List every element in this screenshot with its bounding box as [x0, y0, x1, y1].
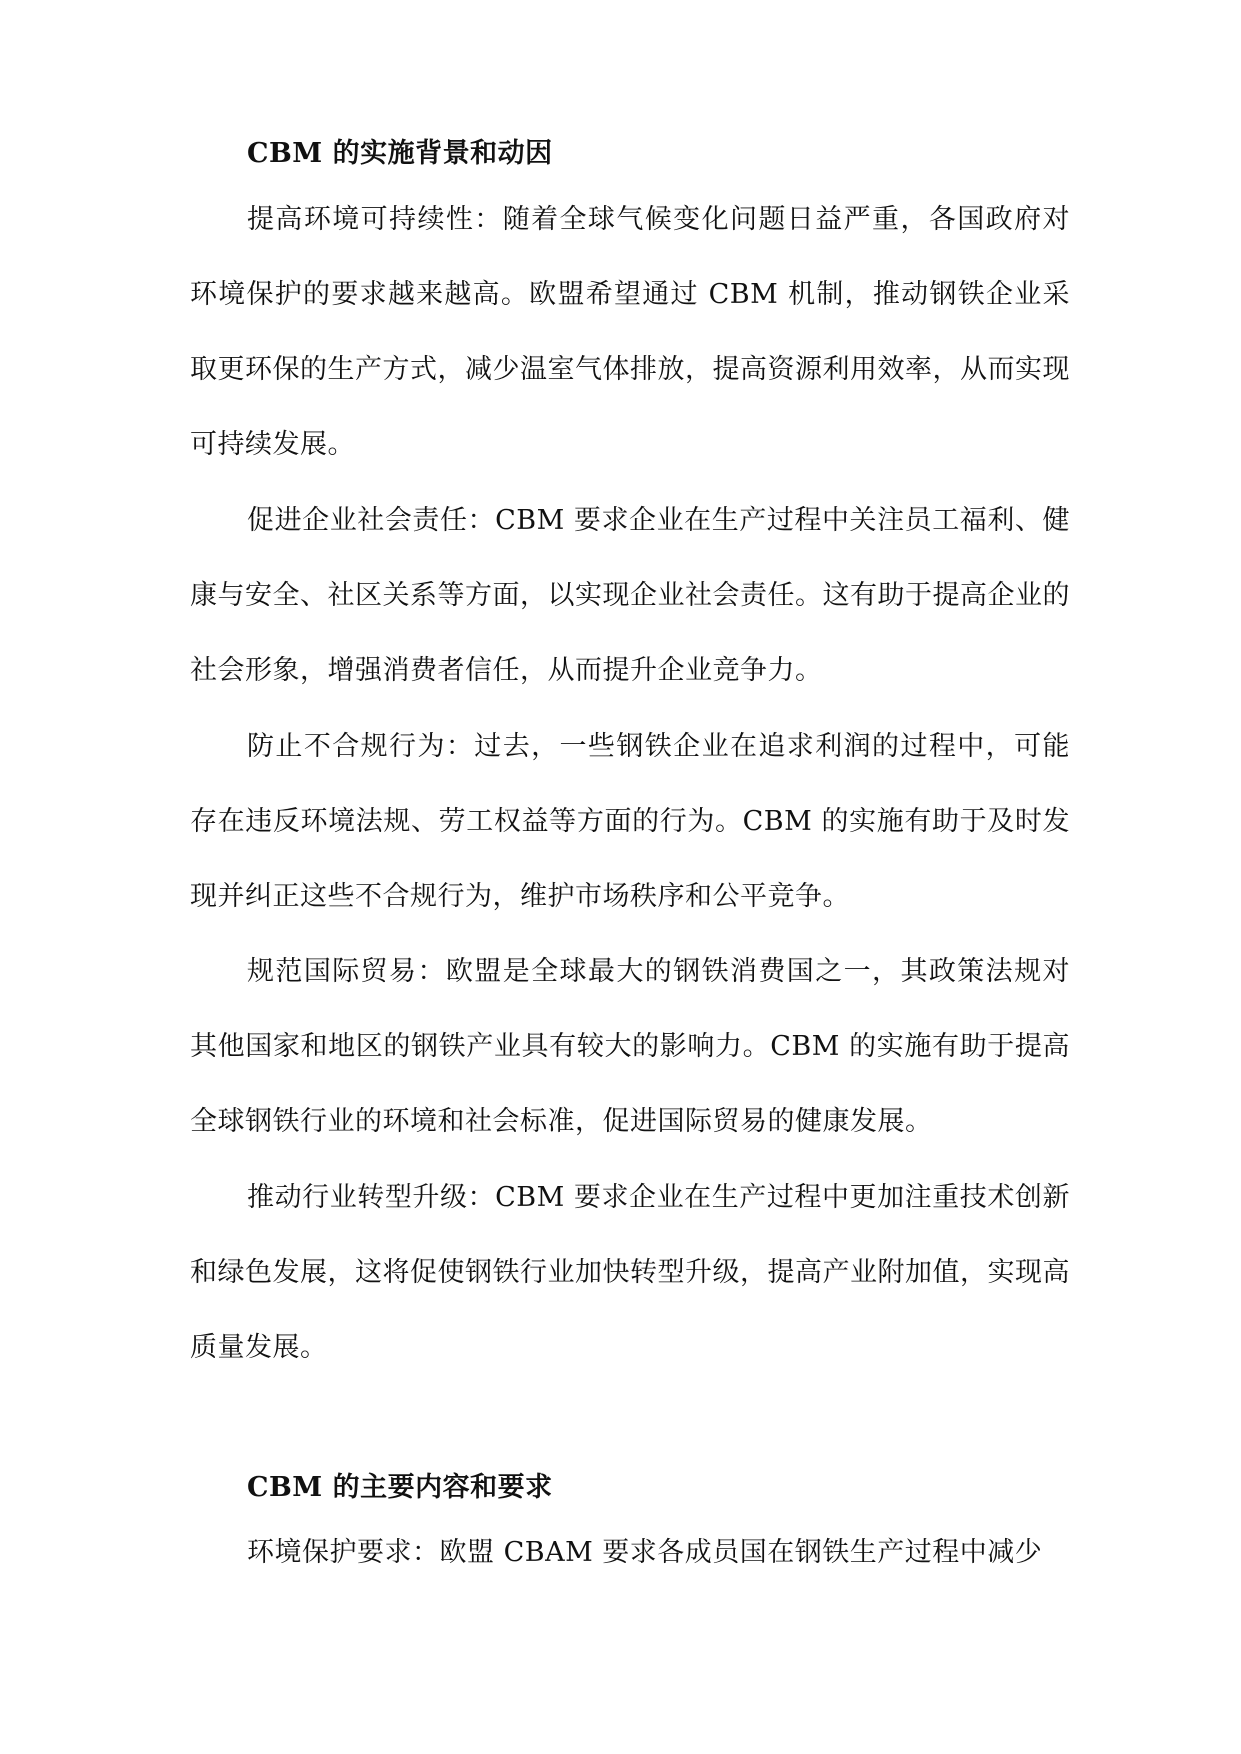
- paragraph-trade: 规范国际贸易：欧盟是全球最大的钢铁消费国之一，其政策法规对其他国家和地区的钢铁产业具有较大的影响力。CBM 的实施有助于提高全球钢铁行业的环境和社会标准，促进国际贸易的健康发展。: [190, 956, 1070, 1137]
- paragraph-noncompliance: 防止不合规行为：过去，一些钢铁企业在追求利润的过程中，可能存在违反环境法规、劳工权益等方面的行为。CBM 的实施有助于及时发现并纠正这些不合规行为，维护市场秩序和公平竞争。: [190, 731, 1070, 912]
- paragraph-environment: 提高环境可持续性：随着全球气候变化问题日益严重，各国政府对环境保护的要求越来越高。欧盟希望通过 CBM 机制，推动钢铁企业采取更环保的生产方式，减少温室气体排放，提高资源利用效率，从而实现可持续发展。: [190, 204, 1070, 460]
- paragraph-environment-requirements: 环境保护要求：欧盟 CBAM 要求各成员国在钢铁生产过程中减少: [247, 1537, 1043, 1568]
- section-heading-1: CBM 的实施背景和动因: [247, 138, 553, 169]
- section-heading-2: CBM 的主要内容和要求: [247, 1472, 553, 1503]
- paragraph-social-responsibility: 促进企业社会责任：CBM 要求企业在生产过程中关注员工福利、健康与安全、社区关系等方面，以实现企业社会责任。这有助于提高企业的社会形象，增强消费者信任，从而提升企业竞争力。: [190, 505, 1070, 686]
- paragraph-transformation: 推动行业转型升级：CBM 要求企业在生产过程中更加注重技术创新和绿色发展，这将促使钢铁行业加快转型升级，提高产业附加值，实现高质量发展。: [190, 1182, 1070, 1363]
